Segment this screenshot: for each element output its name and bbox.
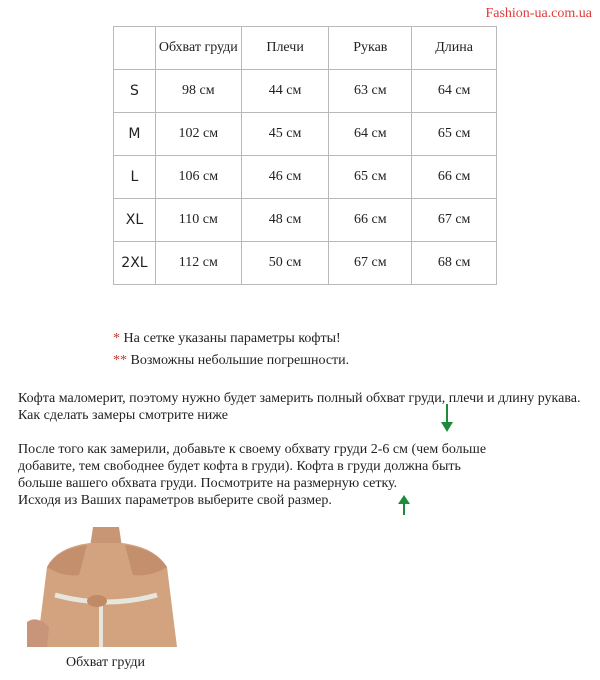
table-row bbox=[114, 156, 497, 199]
length-value: 64 см bbox=[412, 70, 497, 113]
header-sleeve: Рукав bbox=[329, 27, 412, 70]
sleeve-value: 67 см bbox=[329, 242, 412, 285]
shoulders-value: 50 см bbox=[241, 242, 329, 285]
note-text: На сетке указаны параметры кофты! bbox=[123, 331, 341, 346]
header-size bbox=[114, 27, 156, 70]
table-row bbox=[114, 113, 497, 156]
size-label: L bbox=[114, 156, 156, 199]
site-brand[interactable]: Fashion-ua.com.ua bbox=[485, 6, 592, 21]
length-value: 66 см bbox=[412, 156, 497, 199]
size-label: XL bbox=[114, 199, 156, 242]
size-label: 2XL bbox=[114, 242, 156, 285]
header-chest: Обхват груди bbox=[155, 27, 241, 70]
note-star: ** bbox=[113, 353, 127, 368]
length-value: 68 см bbox=[412, 242, 497, 285]
shoulders-value: 44 см bbox=[241, 70, 329, 113]
header-length: Длина bbox=[412, 27, 497, 70]
shoulders-value: 48 см bbox=[241, 199, 329, 242]
sleeve-value: 65 см bbox=[329, 156, 412, 199]
size-label: S bbox=[114, 70, 156, 113]
length-value: 65 см bbox=[412, 113, 497, 156]
table-row bbox=[114, 70, 497, 113]
arrow-up-icon bbox=[398, 495, 410, 515]
header-shoulders: Плечи bbox=[241, 27, 329, 70]
advice-line: После того как замерили, добавьте к своему обхвату груди 2-6 см (чем больше bbox=[18, 442, 487, 457]
chest-value: 98 см bbox=[155, 70, 241, 113]
sizing-advice bbox=[18, 441, 593, 509]
chest-value: 110 см bbox=[155, 199, 241, 242]
sleeve-value: 66 см bbox=[329, 199, 412, 242]
sleeve-value: 64 см bbox=[329, 113, 412, 156]
advice-line: добавите, тем свободнее будет кофта в груди). Кофта в груди должна быть bbox=[18, 459, 461, 474]
advice-line: больше вашего обхвата груди. Посмотрите на размерную сетку. bbox=[18, 476, 398, 491]
note-line bbox=[113, 331, 349, 353]
table-header-row bbox=[114, 27, 497, 70]
shoulders-value: 45 см bbox=[241, 113, 329, 156]
note-line bbox=[113, 353, 349, 375]
note-star: * bbox=[113, 331, 120, 346]
sleeve-value: 63 см bbox=[329, 70, 412, 113]
advice-line: Исходя из Ваших параметров выберите свой размер. bbox=[18, 493, 332, 508]
photo-caption: Обхват груди bbox=[66, 655, 145, 670]
arrow-down-icon bbox=[441, 404, 453, 432]
chest-value: 102 см bbox=[155, 113, 241, 156]
shoulders-value: 46 см bbox=[241, 156, 329, 199]
size-label: M bbox=[114, 113, 156, 156]
chest-measure-photo bbox=[27, 527, 184, 647]
measure-instructions: Кофта маломерит, поэтому нужно будет замерить полный обхват груди, плечи и длину рукава. Как сделать замеры смотрите ниже bbox=[18, 391, 581, 423]
notes bbox=[113, 331, 349, 375]
length-value: 67 см bbox=[412, 199, 497, 242]
chest-value: 112 см bbox=[155, 242, 241, 285]
note-text: Возможны небольшие погрешности. bbox=[130, 353, 350, 368]
size-table bbox=[113, 26, 497, 285]
table-row bbox=[114, 242, 497, 285]
chest-value: 106 см bbox=[155, 156, 241, 199]
table-row bbox=[114, 199, 497, 242]
